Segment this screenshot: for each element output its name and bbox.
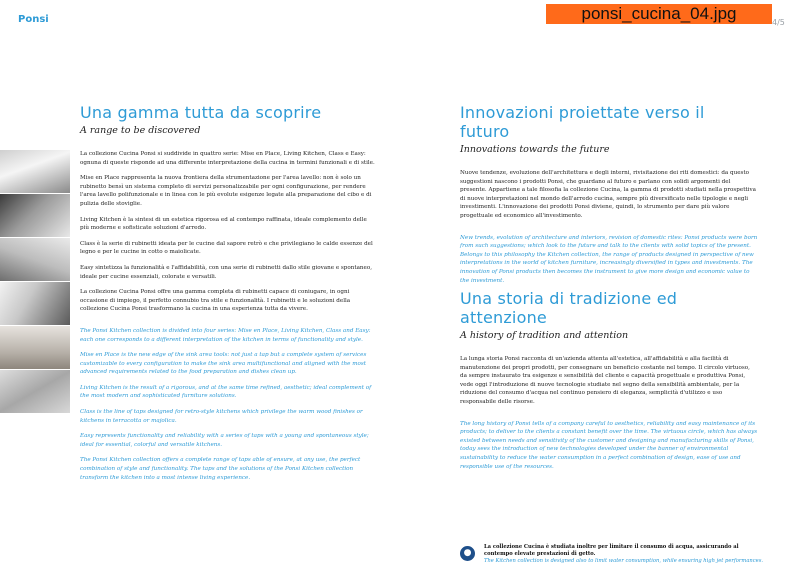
product-photo <box>0 282 70 325</box>
italian-paragraph: La collezione Cucina Ponsi offre una gamma completa di rubinetti capace di coniugare, in ogni occasione di impiego, il perfetto connubio tra stile e funzionalità. I rubinetti e le soluzioni della collezione Cucina Ponsi trasformano la cucina in una esperienza tutta da vivere. <box>80 289 351 313</box>
product-photo-strip <box>0 150 70 414</box>
product-photo <box>0 194 70 237</box>
section-title: Innovazioni proiettate verso il futuro <box>460 103 705 141</box>
italian-paragraph: La collezione Cucina Ponsi si suddivide in quattro serie: Mise en Place, Living Kitchen, Class e Easy: ognuna di queste risponde ad una differente interpretazione della cucina in termini funzionali e di stile. <box>80 151 375 166</box>
water-drop-icon: ● <box>460 546 475 561</box>
english-paragraph: New trends, evolution of architecture and interiors, revision of domestic rites: Ponsi products were born from such suggestions; which look to the future and talk to the clients with solid topics of the present. Belongs to this philosophy the Kitchen collection, the range of products designed in perspective of new interpretations in the world of kitchen furniture, increasingly diversified in types and investments. The innovation of Ponsi products then becomes the instrument to give more design and economic value to the investment. <box>460 234 758 284</box>
left-column <box>80 103 376 489</box>
english-paragraph: Class is the line of taps designed for retro-style kitchens which privilege the warm wood finishes or kitchens in terracotta or majolica. <box>80 409 363 424</box>
section-title: Una storia di tradizione ed attenzione <box>460 289 678 327</box>
eco-note-italian: La collezione Cucina è studiata inoltre per limitare il consumo di acqua, assicurando al contempo elevate prestazioni di getto. <box>484 544 739 558</box>
english-paragraph: Easy represents functionality and reliability with a series of taps with a young and spontaneous style; ideal for essential, colorful and versatile kitchens. <box>80 433 369 448</box>
top-bar <box>0 0 800 40</box>
brand-logo: Ponsi <box>18 14 49 25</box>
product-photo <box>0 238 70 281</box>
english-paragraph: The long history of Ponsi tells of a company careful to aesthetics, reliability and easy maintenance of its products; to deliver to the clients a constant benefit over the time. The virtuous circle, which has always existed between needs and sensitivity of the customer and designing and manufacturing skills of Ponsi, today sees the introduction of new technologies developed under the banner of environmental sustainability to reduce the water consumption in a perfect combination of design, ease of use and responsible use of the resources. <box>460 420 758 470</box>
italian-paragraph: La lunga storia Ponsi racconta di un'azienda attenta all'estetica, all'affidabilità e alla facilità di manutenzione dei propri prodotti, per consegnare un beneficio costante nel tempo. Il circolo virtuoso, da sempre instaurato tra esigenze e sensibilità del cliente e capacità progettuale e produttiva Ponsi, vede oggi l'introduzione di nuove tecnologie studiate nel segno della sensibilità ambientale, per la riduzione del consumo d'acqua nel continuo pensiero di eleganza, semplicità d'utilizzo e uso responsabile delle risorse. <box>460 356 750 405</box>
product-photo <box>0 370 70 413</box>
section-subtitle: A range to be discovered <box>80 125 201 136</box>
italian-paragraph: Easy sintetizza la funzionalità e l'affidabilità, con una serie di rubinetti dallo stile giovane e spontaneo, ideale per cucine essenziali, colorate e versatili. <box>80 264 372 280</box>
english-paragraph: Living Kitchen is the result of a rigorous, and at the same time refined, aesthetic; ideal complement of the most modern and sophisticated furniture solutions. <box>80 384 372 400</box>
english-paragraph: The Ponsi Kitchen collection offers a complete range of taps able of ensure, at any use, the perfect combination of style and functionality. The taps and the solutions of the Ponsi Kitchen collection transform the kitchen into a most intense living experience. <box>80 457 361 481</box>
section-subtitle: A history of tradition and attention <box>460 330 629 341</box>
italian-paragraph: Living Kitchen è la sintesi di un estetica rigorosa ed al contempo raffinata, ideale complemento delle più moderne e sofisticate soluzioni d'arredo. <box>80 216 367 232</box>
section-title: Una gamma tutta da scoprire <box>80 103 322 122</box>
product-photo <box>0 150 70 193</box>
section-subtitle: Innovations towards the future <box>460 144 610 155</box>
italian-paragraph: Nuove tendenze, evoluzione dell'architettura e degli interni, rivisitazione dei riti domestici: da questo suggestioni nascono i prodotti Ponsi, che guardano al futuro e parlano con solidi argomenti del presente. Appartiene a tale filosofia la collezione Cucina, la gamma di prodotti studiati nella prospettiva di nuove interpretazioni nel mondo dell'arredo cucina, sempre più diversificato nelle tipologie e negli investimenti. L'innovazione dei prodotti Ponsi diviene, quindi, lo strumento per dare più valore progettuale ed economico all'investimento. <box>460 170 756 219</box>
right-column-top <box>460 103 758 292</box>
italian-paragraph: Class è la serie di rubinetti ideata per le cucine dal sapore retrò e che privilegiano le calde essenze del legno e per le cucine in cotto o maiolicate. <box>80 240 373 256</box>
english-paragraph: Mise en Place is the new edge of the sink area tools: not just a tap but a complete system of services customizable to every configuration to make the sink area multifunctional and aligned with the most advanced requirements related to the food preparation and dishes clean up. <box>80 352 367 376</box>
eco-note-english: The Kitchen collection is designed also to limit water consumption, while ensuring high jet performances. <box>484 558 764 564</box>
filename-label: ponsi_cucina_04.jpg <box>546 4 772 24</box>
english-paragraph: The Ponsi Kitchen collection is divided into four series: Mise en Place, Living Kitchen, Class and Easy: each one corresponds to a different interpretation of the kitchen in terms of functionality and style. <box>80 327 371 343</box>
eco-note <box>460 544 764 570</box>
product-photo <box>0 326 70 369</box>
page-number: 4/5 <box>772 18 785 27</box>
right-column-bottom <box>460 289 758 478</box>
italian-paragraph: Mise en Place rappresenta la nuova frontiera della strumentazione per l'area lavello: non è solo un rubinetto bensì un sistema completo di servizi personalizzabile per ogni configurazione, per rendere l'area lavello polifunzionale e in linea con le più evolute esigenze legate alla preparazione del cibo e di pulizia delle stoviglie. <box>80 175 372 207</box>
